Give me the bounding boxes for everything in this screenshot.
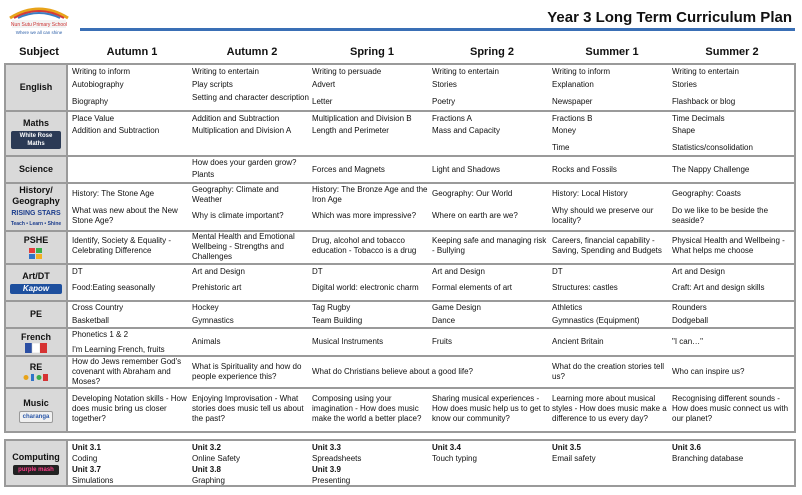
cell-line: Why is climate important? (192, 211, 284, 220)
cell-line: Spreadsheets (312, 454, 362, 463)
cell-line: Graphing (192, 476, 225, 485)
cell-line: Rocks and Fossils (552, 165, 617, 174)
cell-line: Phonetics 1 & 2 (72, 330, 129, 339)
cell-line: Setting and character description (192, 93, 309, 102)
cell-line: Poetry (432, 97, 456, 106)
cell-line: Light and Shadows (432, 165, 501, 174)
cell-line: Writing to entertain (432, 67, 499, 76)
subject-name: French (20, 331, 51, 342)
cell-line: Why should we preserve our locality? (552, 206, 654, 225)
cell-line: DT (72, 267, 83, 276)
cell-line: Enjoying Improvisation - What stories does music tell us about the past? (192, 394, 304, 423)
cell-line: Unit 3.4 (432, 443, 461, 452)
table-row-re (4, 357, 796, 389)
table-row-art-dt (4, 265, 796, 302)
cell-line: Branching database (672, 454, 744, 463)
subject-cell (6, 232, 68, 263)
cell-line: Geography: Our World (432, 189, 513, 198)
cell-line: Do we like to be beside the seaside? (672, 206, 769, 225)
cell-line: Money (552, 126, 577, 135)
cell-line: Fractions B (552, 114, 593, 123)
cell-line: Explanation (552, 80, 594, 89)
table-row-maths (4, 112, 796, 157)
cell-line: Writing to inform (552, 67, 611, 76)
cell-line: Team Building (312, 316, 363, 325)
column-header-spring-1: Spring 1 (349, 46, 394, 58)
school-logo (4, 2, 74, 36)
cell-line: The Nappy Challenge (672, 165, 750, 174)
cell-line: Addition and Subtraction (192, 114, 280, 123)
cell-line: Learning more about musical styles - How does music make a difference to us every day? (552, 394, 667, 423)
cell-line: Digital world: electronic charm (312, 283, 419, 292)
cell-line: Mental Health and Emotional Wellbeing - Strengths and Challenges (192, 232, 295, 261)
charanga-logo: charanga (19, 411, 54, 423)
subject-name: Science (18, 164, 54, 174)
subject-name: PSHE (23, 235, 49, 245)
kapow-logo: Kapow (10, 284, 62, 294)
cell-line: Presenting (312, 476, 351, 485)
subject-name: Music (23, 397, 49, 408)
table-row-science (4, 157, 796, 184)
school-motto: Where we all can shine (15, 30, 63, 35)
purple-mash-logo: purple mash (13, 465, 59, 475)
curriculum-table (4, 63, 796, 487)
cell-line: Writing to entertain (672, 67, 739, 76)
subject-cell (6, 157, 68, 182)
cell-line: Gymnastics (Equipment) (552, 316, 640, 325)
cell-line: Recognising different sounds - How does music connect us with our planet? (672, 394, 789, 423)
cell-line: Letter (312, 97, 333, 106)
cell-line: What do Christians believe about a good life? (312, 367, 473, 376)
column-header-summer-1: Summer 1 (585, 46, 639, 58)
cell-line: Physical Health and Wellbeing - What helps me choose (672, 236, 785, 255)
cell-line: Newspaper (552, 97, 593, 106)
cell-line: Animals (192, 337, 221, 346)
rising-stars-logo: RISING STARS (11, 210, 61, 217)
cell-line: Simulations (72, 476, 114, 485)
subject-name: History/ Geography (12, 185, 60, 206)
subject-name: Art/DT (22, 271, 50, 281)
cell-line: Dodgeball (672, 316, 709, 325)
cell-line: Gymnastics (192, 316, 234, 325)
cell-line: Art and Design (672, 267, 725, 276)
cell-line: Stories (432, 80, 457, 89)
cell-line: Time (552, 143, 570, 152)
white-rose-maths-logo: White Rose Maths (11, 131, 61, 149)
cell-line: Plants (192, 170, 215, 179)
subject-name: Maths (22, 118, 49, 128)
cell-line: Advert (312, 80, 336, 89)
subject-cell (6, 389, 68, 431)
cell-line: I'm Learning French, fruits (72, 345, 165, 354)
subject-name: Computing (12, 451, 60, 462)
cell-line: Writing to entertain (192, 67, 259, 76)
cell-line: Composing using your imagination - How does music make the world a better place? (312, 394, 422, 423)
cell-line: Touch typing (432, 454, 477, 463)
cell-line: Dance (432, 316, 456, 325)
cell-line: Keeping safe and managing risk - Bullying (432, 236, 547, 255)
subject-name: RE (29, 362, 43, 372)
subject-cell (6, 265, 68, 300)
cell-line: Rounders (672, 303, 707, 312)
cell-line: Length and Perimeter (312, 126, 389, 135)
cell-line: Unit 3.2 (192, 443, 221, 452)
cell-line: Prehistoric art (192, 283, 242, 292)
cell-line: Structures: castles (552, 283, 618, 292)
cell-line: Fractions A (432, 114, 473, 123)
cell-line: Art and Design (432, 267, 485, 276)
cell-line: Unit 3.1 (72, 443, 101, 452)
table-row-music (4, 389, 796, 433)
subject-name: English (19, 82, 53, 92)
cell-line: Which was more impressive? (312, 211, 417, 220)
cell-line: Food:Eating seasonally (72, 283, 156, 292)
table-row-history-geography (4, 184, 796, 232)
column-header-spring-2: Spring 2 (469, 46, 514, 58)
rising-stars-tagline: Teach • Learn • Shine (10, 221, 62, 227)
cell-line: Addition and Subtraction (72, 126, 160, 135)
title-underline (80, 28, 795, 31)
cell-line: Game Design (432, 303, 481, 312)
cell-line: Athletics (552, 303, 583, 312)
cell-line: Who can inspire us? (672, 367, 745, 376)
cell-line: Unit 3.7 (72, 465, 101, 474)
cell-line: How does your garden grow? (192, 158, 297, 167)
cell-line: Ancient Britain (552, 337, 604, 346)
cell-line: DT (312, 267, 323, 276)
cell-line: Writing to persuade (312, 67, 382, 76)
faith-symbols-icon (23, 373, 49, 382)
table-row-computing (4, 439, 796, 487)
cell-line: "I can…" (672, 337, 704, 346)
table-row-pshe (4, 232, 796, 265)
school-logo-icon (4, 2, 74, 36)
subject-cell (6, 357, 68, 387)
cell-line: Flashback or blog (672, 97, 736, 106)
subject-cell (6, 184, 68, 230)
subject-cell (6, 302, 68, 327)
cell-line: Shape (672, 126, 696, 135)
cell-line: Developing Notation skills - How does music bring us closer together? (72, 394, 187, 423)
french-flag-icon (25, 343, 47, 353)
cell-line: Careers, financial capability - Saving, Spending and Budgets (552, 236, 662, 255)
cell-line: Statistics/consolidation (672, 143, 753, 152)
cell-line: Biography (72, 97, 109, 106)
cell-line: Sharing musical experiences - How does music help us to get to know our community? (432, 394, 550, 423)
cell-line: Stories (672, 80, 697, 89)
subject-cell (6, 65, 68, 110)
school-name: Nun Sutu Primary School (10, 22, 68, 28)
column-header-autumn-1: Autumn 1 (106, 46, 158, 58)
cell-line: Craft: Art and design skills (672, 283, 765, 292)
cell-line: Art and Design (192, 267, 245, 276)
cell-line: Tag Rugby (312, 303, 351, 312)
cell-line: History: The Bronze Age and the Iron Age (312, 185, 428, 204)
cell-line: Email safety (552, 454, 596, 463)
cell-line: Musical Instruments (312, 337, 384, 346)
subject-cell (6, 329, 68, 355)
cell-line: Geography: Climate and Weather (192, 185, 279, 204)
page-title: Year 3 Long Term Curriculum Plan (547, 9, 792, 26)
cell-line: Fruits (432, 337, 452, 346)
cell-line: Unit 3.8 (192, 465, 221, 474)
cell-line: Cross Country (72, 303, 124, 312)
cell-line: Where on earth are we? (432, 211, 518, 220)
column-header-subject: Subject (19, 46, 59, 58)
cell-line: Formal elements of art (432, 283, 513, 292)
cell-line: Forces and Magnets (312, 165, 385, 174)
cell-line: Multiplication and Division A (192, 126, 292, 135)
table-row-english (4, 63, 796, 112)
cell-line: Unit 3.9 (312, 465, 341, 474)
cell-line: Mass and Capacity (432, 126, 501, 135)
cell-line: Time Decimals (672, 114, 725, 123)
cell-line: Writing to inform (72, 67, 131, 76)
cell-line: Basketball (72, 316, 109, 325)
cell-line: Coding (72, 454, 98, 463)
jigsaw-icon (28, 246, 44, 260)
cell-line: Hockey (192, 303, 219, 312)
cell-line: Unit 3.5 (552, 443, 581, 452)
cell-line: DT (552, 267, 563, 276)
column-header-autumn-2: Autumn 2 (226, 46, 278, 58)
cell-line: Identify, Society & Equality - Celebrating Difference (72, 236, 172, 255)
cell-line: History: Local History (552, 189, 628, 198)
cell-line: Unit 3.3 (312, 443, 341, 452)
cell-line: Online Safety (192, 454, 241, 463)
cell-line: Place Value (72, 114, 115, 123)
subject-name: PE (29, 309, 42, 319)
subject-cell (6, 441, 68, 485)
column-header-summer-2: Summer 2 (705, 46, 759, 58)
table-row-pe (4, 302, 796, 329)
cell-line: What was new about the New Stone Age? (72, 206, 178, 225)
cell-line: Autobiography (72, 80, 124, 89)
cell-line: What is Spirituality and how do people experience this? (192, 362, 302, 381)
table-row-french (4, 329, 796, 357)
cell-line: Multiplication and Division B (312, 114, 412, 123)
cell-line: How do Jews remember God's covenant with Abraham and Moses? (72, 357, 182, 386)
subject-cell (6, 112, 68, 155)
cell-line: Geography: Coasts (672, 189, 741, 198)
cell-line: Play scripts (192, 80, 233, 89)
cell-line: What do the creation stories tell us? (552, 362, 665, 381)
cell-line: Unit 3.6 (672, 443, 701, 452)
cell-line: History: The Stone Age (72, 189, 155, 198)
cell-line: Drug, alcohol and tobacco education - Tobacco is a drug (312, 236, 417, 255)
